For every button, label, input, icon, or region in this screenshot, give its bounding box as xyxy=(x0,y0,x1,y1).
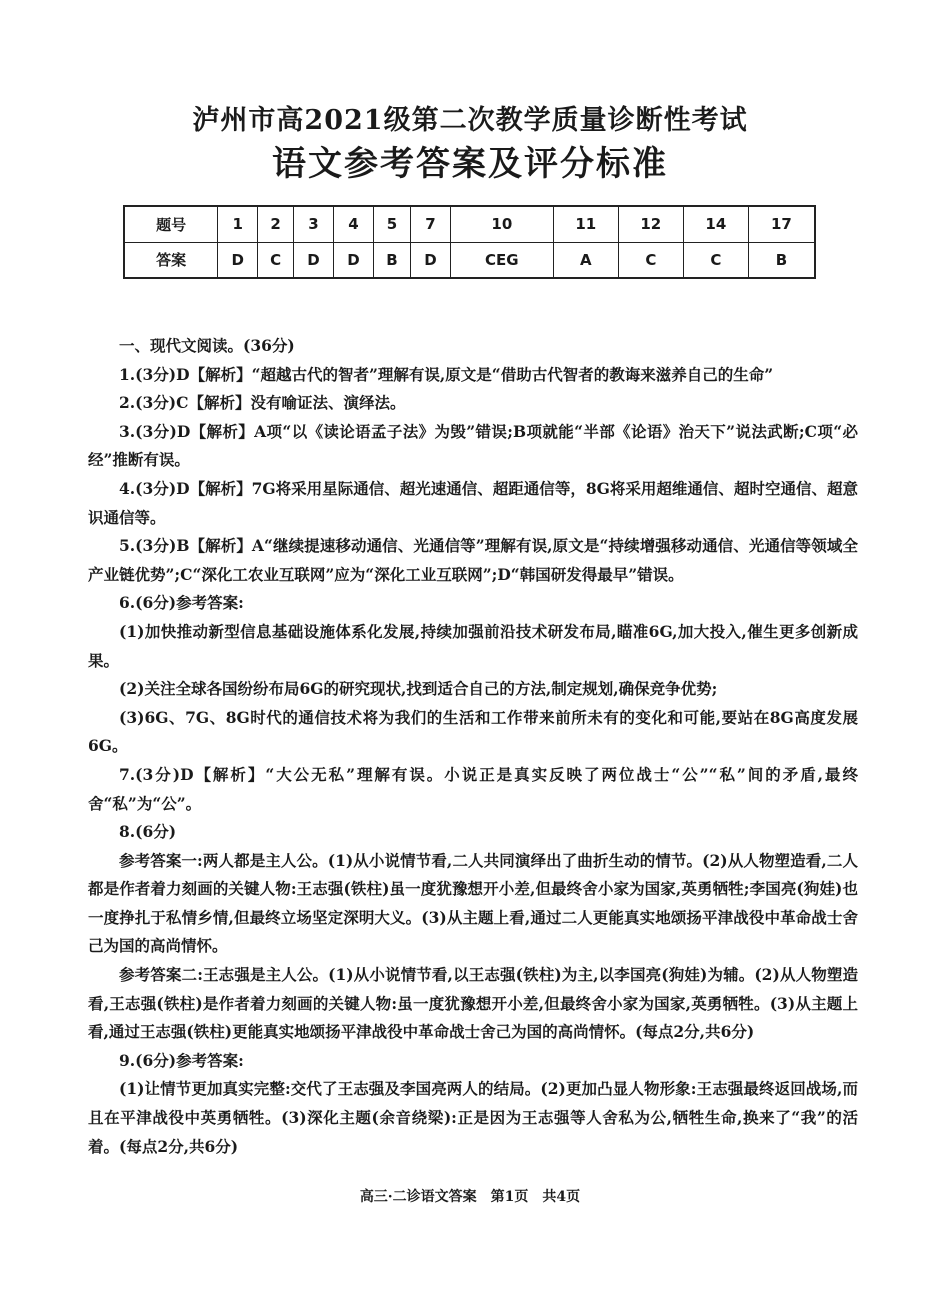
question-number: 14 xyxy=(683,206,748,242)
answer-paragraph: 参考答案一:两人都是主人公。(1)从小说情节看,二人共同演绎出了曲折生动的情节。(2)从人物塑造看,二人都是作者着力刻画的关键人物:王志强(铁柱)虽一度犹豫想开小差,但最终舍小家为国家,英勇牺牲;李国亮(狗娃)也一度挣扎于私情乡情,但最终立场坚定深明大义。(3)从主题上看,通过二人更能真实地颂扬平津战役中革命战士舍己为国的高尚情怀。 xyxy=(88,850,858,956)
answer-cell: D xyxy=(218,242,258,278)
page-footer: 高三·二诊语文答案 第1页 共4页 xyxy=(359,1189,581,1205)
answer-table xyxy=(123,205,816,279)
answer-paragraph: 2.(3分)C【解析】没有喻证法、演绎法。 xyxy=(119,393,406,413)
question-number: 2 xyxy=(258,206,294,242)
answer-cell: B xyxy=(373,242,410,278)
answer-cell: D xyxy=(333,242,373,278)
row-header: 答案 xyxy=(124,242,218,278)
question-number: 10 xyxy=(450,206,553,242)
answer-cell: CEG xyxy=(450,242,553,278)
answer-cell: D xyxy=(293,242,333,278)
question-number: 5 xyxy=(373,206,410,242)
answer-paragraph: 9.(6分)参考答案: xyxy=(119,1050,244,1070)
exam-title: 泸州市高2021级第二次教学质量诊断性考试 xyxy=(192,105,748,136)
question-number: 3 xyxy=(293,206,333,242)
answer-body xyxy=(88,332,858,1161)
answer-paragraph: 3.(3分)D【解析】A项“以《读论语孟子法》为毁”错误;B项就能“半部《论语》治天下”说法武断;C项“必经”推断有误。 xyxy=(88,421,858,470)
answer-paragraph: (3)6G、7G、8G时代的通信技术将为我们的生活和工作带来前所未有的变化和可能,要站在8G高度发展6G。 xyxy=(88,707,858,756)
answer-cell: C xyxy=(618,242,683,278)
answer-paragraph: (2)关注全球各国纷纷布局6G的研究现状,找到适合自己的方法,制定规划,确保竞争优势; xyxy=(119,679,718,699)
answer-paragraph: 4.(3分)D【解析】7G将采用星际通信、超光速通信、超距通信等，8G将采用超维通信、超时空通信、超意识通信等。 xyxy=(88,478,858,527)
table-row xyxy=(124,242,815,278)
answer-cell: C xyxy=(683,242,748,278)
question-number: 7 xyxy=(410,206,450,242)
row-header: 题号 xyxy=(124,206,218,242)
answer-paragraph: (1)让情节更加真实完整:交代了王志强及李国亮两人的结局。(2)更加凸显人物形象:王志强最终返回战场,而且在平津战役中英勇牺牲。(3)深化主题(余音绕梁):正是因为王志强等人舍私为公,牺牲生命,换来了“我”的活着。(每点2分,共6分) xyxy=(88,1079,858,1156)
question-number: 4 xyxy=(333,206,373,242)
answer-paragraph: 6.(6分)参考答案: xyxy=(119,593,244,613)
question-number: 1 xyxy=(218,206,258,242)
answer-paragraph: (1)加快推动新型信息基础设施体系化发展,持续加强前沿技术研发布局,瞄准6G,加大投入,催生更多创新成果。 xyxy=(88,621,858,670)
document-title: 语文参考答案及评分标准 xyxy=(272,144,668,184)
answer-paragraph: 8.(6分) xyxy=(119,822,177,842)
answer-cell: A xyxy=(553,242,618,278)
answer-cell: D xyxy=(410,242,450,278)
answer-cell: C xyxy=(258,242,294,278)
answer-paragraph: 参考答案二:王志强是主人公。(1)从小说情节看,以王志强(铁柱)为主,以李国亮(狗娃)为辅。(2)从人物塑造看,王志强(铁柱)是作者着力刻画的关键人物:虽一度犹豫想开小差,但最终舍小家为国家,英勇牺牲。(3)从主题上看,通过王志强(铁柱)更能真实地颂扬平津战役中革命战士舍己为国的高尚情怀。(每点2分,共6分) xyxy=(88,965,858,1042)
answer-paragraph: 5.(3分)B【解析】A“继续提速移动通信、光通信等”理解有误,原文是“持续增强移动通信、光通信等领域全产业链优势”;C“深化工农业互联网”应为“深化工业互联网”;D“韩国研发得最早”错误。 xyxy=(88,536,858,584)
answer-paragraph: 1.(3分)D【解析】“超越古代的智者”理解有误,原文是“借助古代智者的教诲来滋养自己的生命” xyxy=(119,364,774,384)
question-number: 12 xyxy=(618,206,683,242)
table-row xyxy=(124,206,815,242)
section-heading: 一、现代文阅读。(36分) xyxy=(119,336,295,355)
answer-paragraph: 7.(3分)D【解析】“大公无私”理解有误。小说正是真实反映了两位战士“公”“私”间的矛盾,最终舍“私”为“公”。 xyxy=(88,764,858,813)
question-number: 11 xyxy=(553,206,618,242)
question-number: 17 xyxy=(748,206,815,242)
answer-cell: B xyxy=(748,242,815,278)
